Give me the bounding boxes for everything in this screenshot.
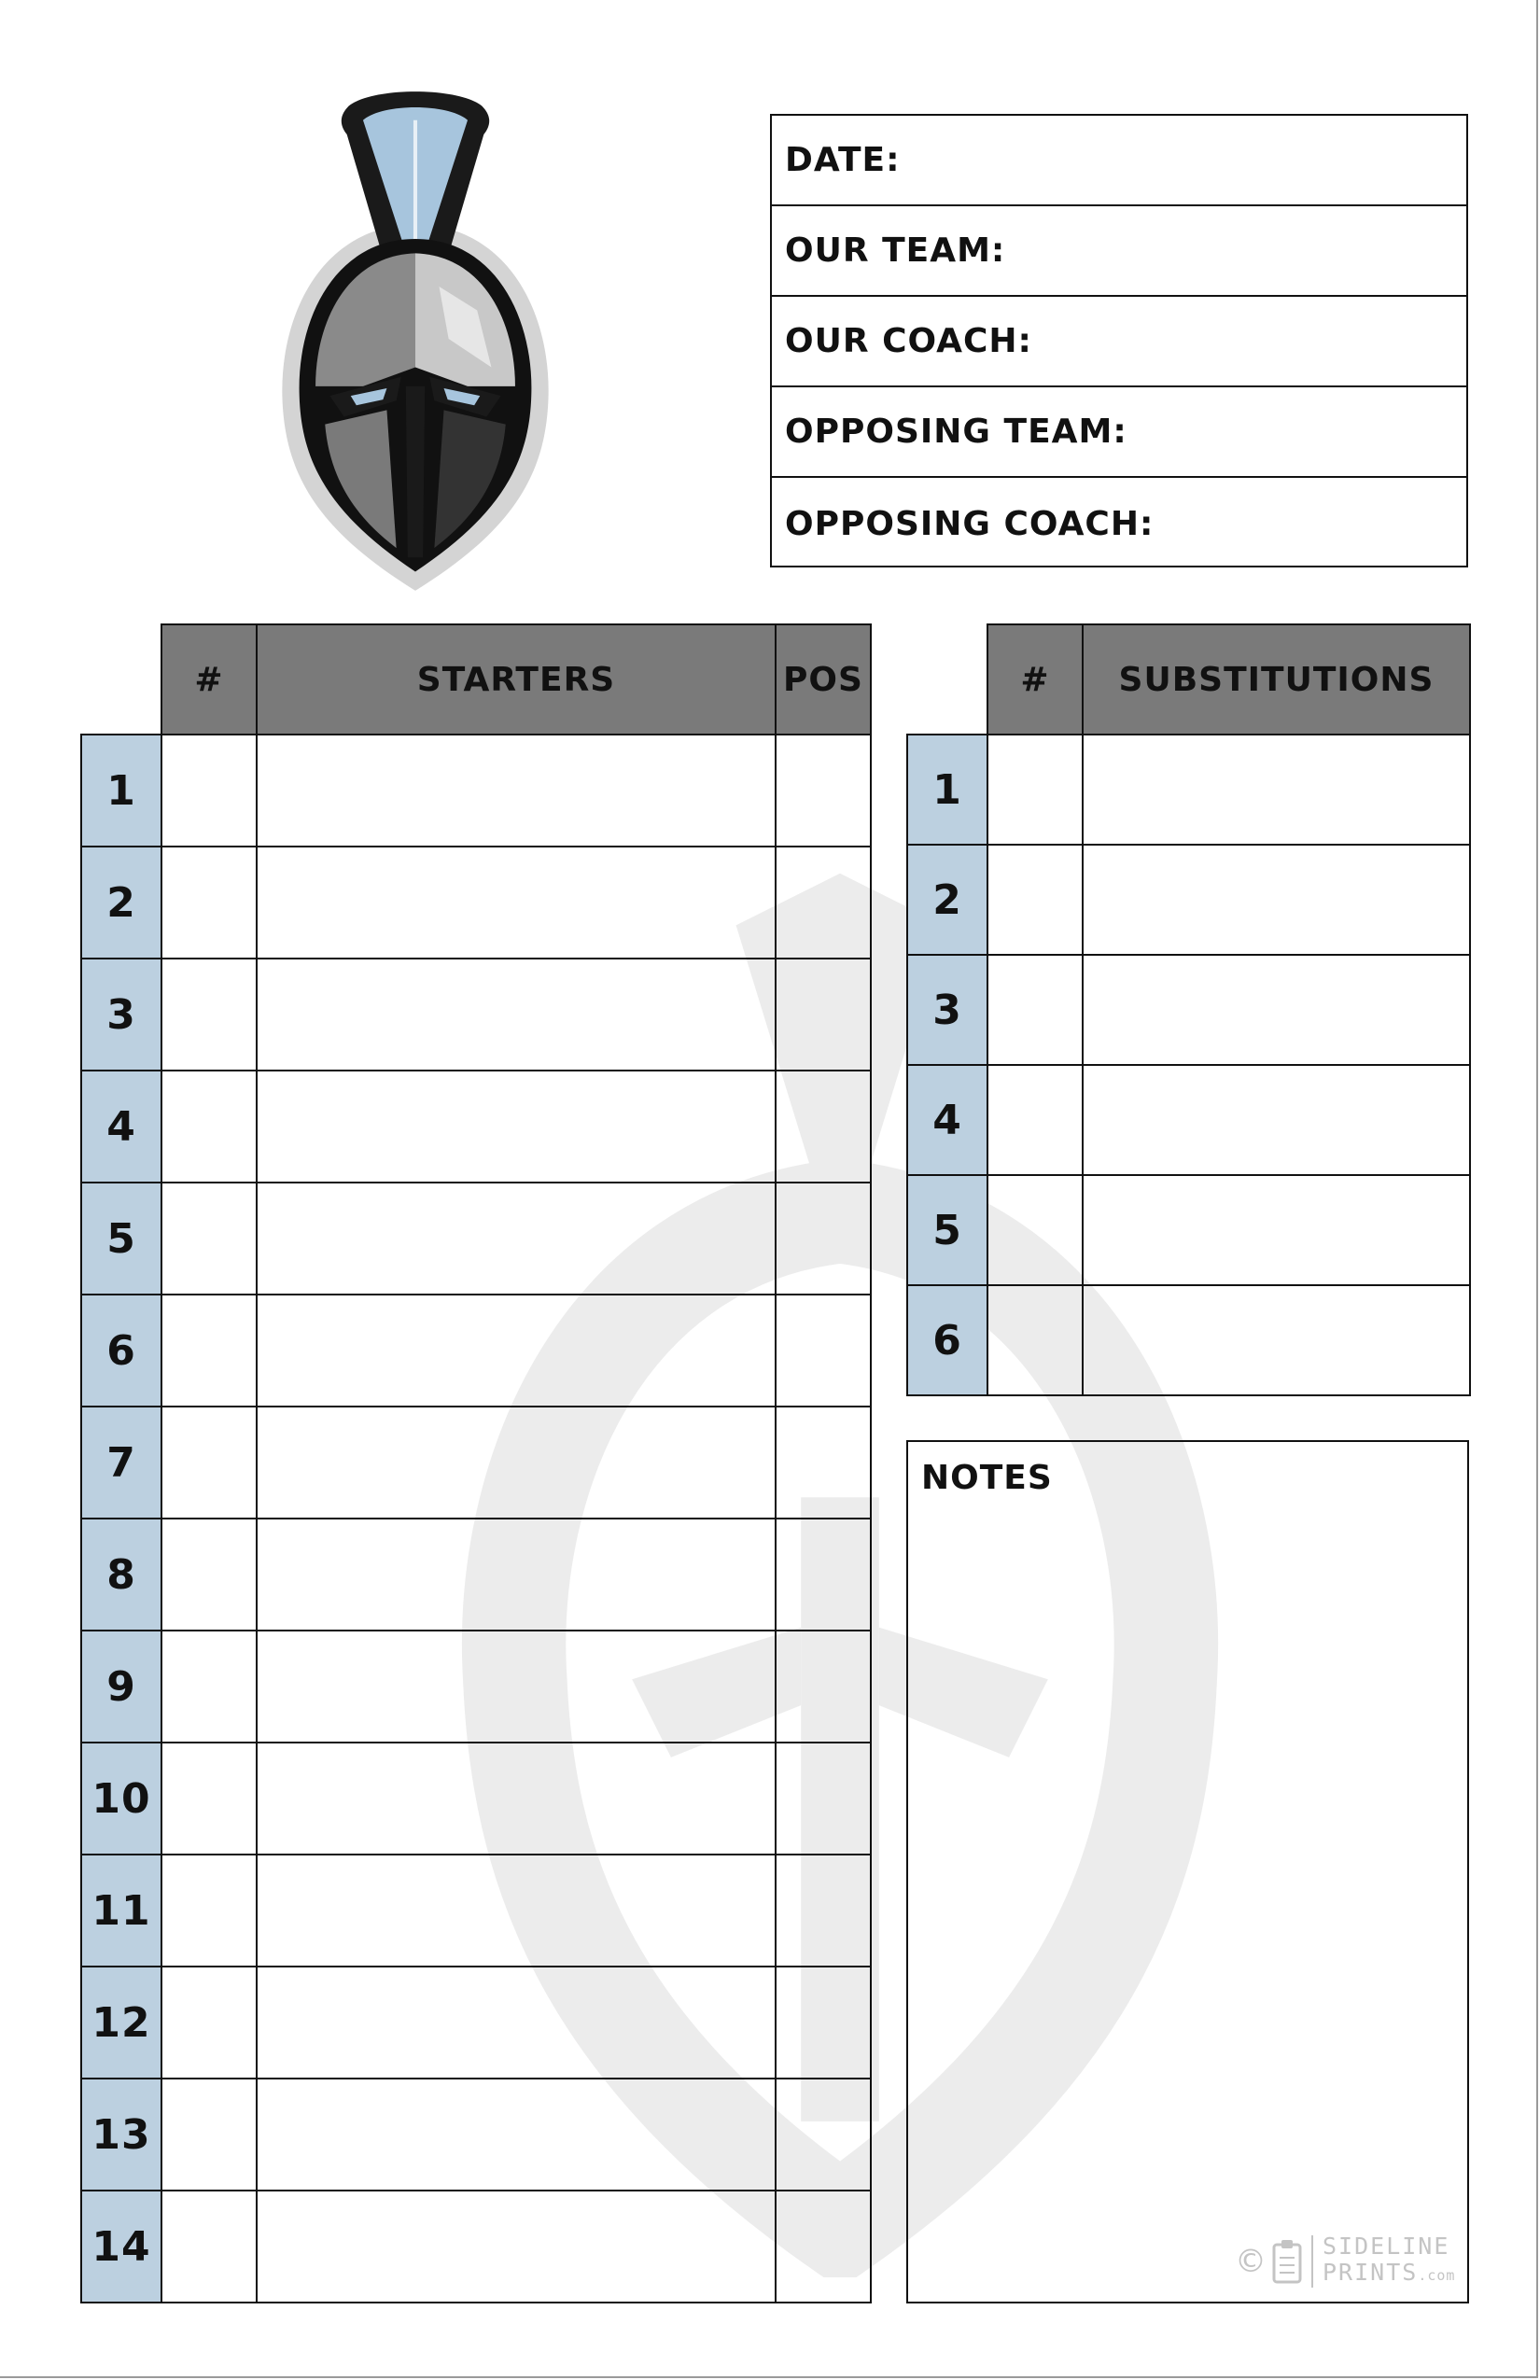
header-spacer [907,624,987,735]
starter-name-cell[interactable] [257,1407,776,1519]
starter-jersey-cell[interactable] [161,1743,257,1855]
starter-name-cell[interactable] [257,1183,776,1295]
starter-row-number: 3 [81,959,161,1071]
starter-row [81,1631,871,1743]
subs-header-row [907,624,1470,735]
sub-name-cell[interactable] [1083,845,1470,955]
starter-pos-cell[interactable] [776,1071,871,1183]
starter-name-cell[interactable] [257,1295,776,1407]
notes-title: NOTES [921,1459,1053,1497]
sub-row [907,845,1470,955]
starter-row [81,1407,871,1519]
starter-row-number: 7 [81,1407,161,1519]
starters-number-header: # [161,624,257,735]
header-spacer [81,624,161,735]
sub-row [907,1065,1470,1175]
starter-jersey-cell[interactable] [161,1071,257,1183]
sub-jersey-cell[interactable] [987,1285,1083,1395]
starter-row-number: 6 [81,1295,161,1407]
starters-name-header: STARTERS [257,624,776,735]
sub-jersey-cell[interactable] [987,845,1083,955]
starter-name-cell[interactable] [257,1743,776,1855]
starter-row-number: 8 [81,1519,161,1631]
starter-row-number: 11 [81,1855,161,1967]
sub-row [907,1175,1470,1285]
starter-jersey-cell[interactable] [161,1631,257,1743]
starter-pos-cell[interactable] [776,959,871,1071]
spartan-helmet-logo-icon [271,82,560,595]
opposing-coach-field[interactable] [772,478,1466,569]
date-field[interactable] [772,116,1466,206]
brand-text [1323,2233,1455,2289]
starter-jersey-cell[interactable] [161,735,257,847]
starter-pos-cell[interactable] [776,1631,871,1743]
brand-divider [1311,2235,1313,2288]
starter-pos-cell[interactable] [776,1183,871,1295]
starter-pos-cell[interactable] [776,735,871,847]
sub-name-cell[interactable] [1083,1175,1470,1285]
our-team-label: OUR TEAM: [785,231,1006,270]
starter-jersey-cell[interactable] [161,1295,257,1407]
starters-header-row [81,624,871,735]
starter-jersey-cell[interactable] [161,847,257,959]
starter-jersey-cell[interactable] [161,959,257,1071]
sub-jersey-cell[interactable] [987,1065,1083,1175]
starter-name-cell[interactable] [257,2191,776,2303]
starter-pos-cell[interactable] [776,1295,871,1407]
starter-jersey-cell[interactable] [161,1967,257,2079]
starter-row [81,1071,871,1183]
starter-pos-cell[interactable] [776,2191,871,2303]
starter-pos-cell[interactable] [776,1967,871,2079]
brand-suffix: .com [1418,2267,1456,2284]
starter-row-number: 12 [81,1967,161,2079]
starter-name-cell[interactable] [257,847,776,959]
date-label: DATE: [785,141,901,179]
starter-name-cell[interactable] [257,1855,776,1967]
our-coach-field[interactable] [772,297,1466,387]
starter-row [81,2079,871,2191]
starter-name-cell[interactable] [257,959,776,1071]
brand-line2: PRINTS [1323,2259,1419,2286]
starter-row [81,1967,871,2079]
starter-pos-cell[interactable] [776,847,871,959]
starter-pos-cell[interactable] [776,2079,871,2191]
opposing-coach-label: OPPOSING COACH: [785,504,1155,543]
starters-table [80,623,872,2303]
substitutions-table [906,623,1471,1396]
subs-name-header: SUBSTITUTIONS [1083,624,1470,735]
sub-jersey-cell[interactable] [987,1175,1083,1285]
starter-row [81,1743,871,1855]
starter-row [81,1855,871,1967]
starter-row-number: 10 [81,1743,161,1855]
starter-row [81,1519,871,1631]
sub-name-cell[interactable] [1083,1065,1470,1175]
sub-row [907,735,1470,845]
starter-jersey-cell[interactable] [161,2079,257,2191]
starter-pos-cell[interactable] [776,1743,871,1855]
brand-line1: SIDELINE [1323,2233,1450,2260]
opposing-team-field[interactable] [772,387,1466,478]
sub-row-number: 6 [907,1285,987,1395]
starter-row [81,1295,871,1407]
our-coach-label: OUR COACH: [785,322,1032,360]
starter-row-number: 2 [81,847,161,959]
subs-number-header: # [987,624,1083,735]
opposing-team-label: OPPOSING TEAM: [785,413,1127,451]
starter-jersey-cell[interactable] [161,1519,257,1631]
starter-row-number: 4 [81,1071,161,1183]
starters-pos-header: POS [776,624,871,735]
sub-row-number: 2 [907,845,987,955]
starter-name-cell[interactable] [257,2079,776,2191]
starter-row [81,847,871,959]
starter-row-number: 13 [81,2079,161,2191]
starter-name-cell[interactable] [257,1071,776,1183]
sub-name-cell[interactable] [1083,1285,1470,1395]
starter-row-number: 1 [81,735,161,847]
starter-jersey-cell[interactable] [161,1407,257,1519]
sub-jersey-cell[interactable] [987,955,1083,1065]
sub-name-cell[interactable] [1083,955,1470,1065]
clipboard-icon [1272,2239,1302,2284]
copyright-symbol: © [1235,2242,1267,2280]
starter-pos-cell[interactable] [776,1407,871,1519]
starter-jersey-cell[interactable] [161,2191,257,2303]
sub-row-number: 1 [907,735,987,845]
starter-pos-cell[interactable] [776,1855,871,1967]
our-team-field[interactable] [772,206,1466,297]
starter-jersey-cell[interactable] [161,1183,257,1295]
starter-row [81,959,871,1071]
starter-name-cell[interactable] [257,1967,776,2079]
sub-row-number: 5 [907,1175,987,1285]
brand-mark [1235,2233,1455,2289]
starter-pos-cell[interactable] [776,1519,871,1631]
game-info-box [770,114,1468,567]
sub-jersey-cell[interactable] [987,735,1083,845]
sub-row-number: 3 [907,955,987,1065]
sub-row-number: 4 [907,1065,987,1175]
sub-row [907,955,1470,1065]
sub-row [907,1285,1470,1395]
starter-jersey-cell[interactable] [161,1855,257,1967]
sub-name-cell[interactable] [1083,735,1470,845]
starter-name-cell[interactable] [257,1519,776,1631]
starter-row-number: 14 [81,2191,161,2303]
starter-row [81,2191,871,2303]
starter-name-cell[interactable] [257,735,776,847]
starter-row-number: 9 [81,1631,161,1743]
notes-box[interactable] [906,1440,1469,2303]
starter-row [81,735,871,847]
starter-row [81,1183,871,1295]
starter-row-number: 5 [81,1183,161,1295]
starter-name-cell[interactable] [257,1631,776,1743]
